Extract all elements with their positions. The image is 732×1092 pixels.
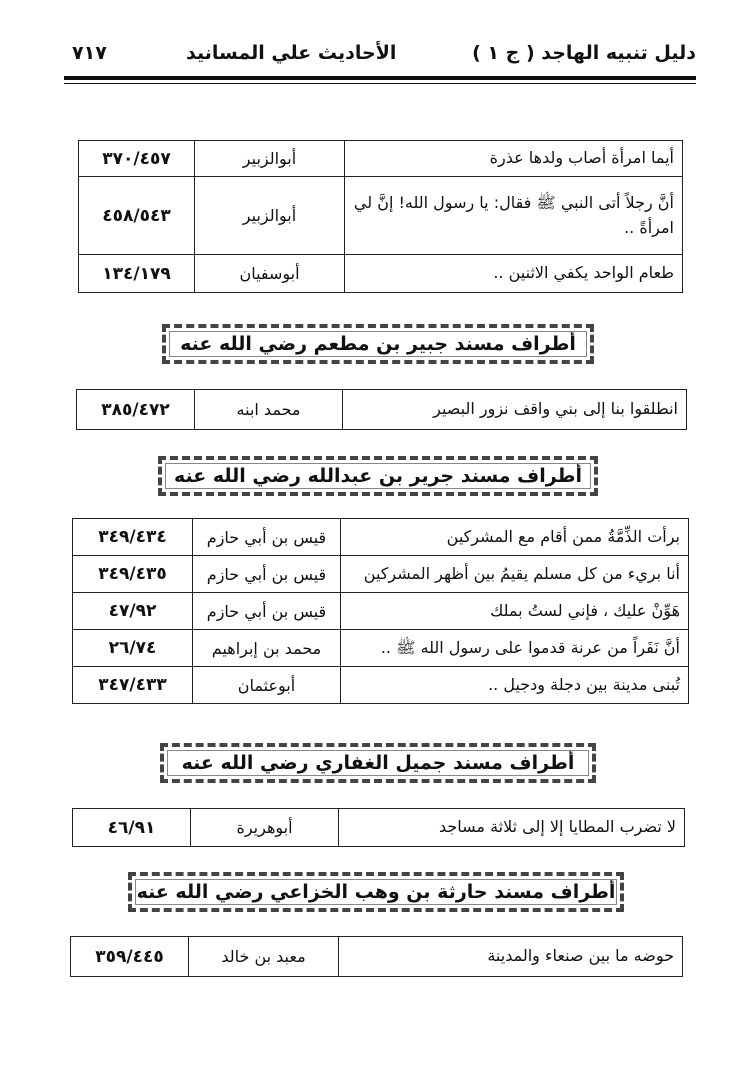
hadith-text: هَوِّنْ عليك ، فإني لستُ بملك xyxy=(341,593,689,630)
header-rule-thick xyxy=(64,76,696,80)
table-row xyxy=(73,667,689,704)
narrator: أبوعثمان xyxy=(193,667,341,704)
hadith-text: أنَّ نَفَراً من عرنة قدموا على رسول الله ﷺ .. xyxy=(341,630,689,667)
reference: ٤٧/٩٢ xyxy=(73,593,193,630)
hadith-text: برأت الذِّمَّةُ ممن أقام مع المشركين xyxy=(341,519,689,556)
hadith-text: أنَّ رجلاً أتى النبي ﷺ فقال: يا رسول الله! إنَّ لي امرأةً .. xyxy=(345,177,683,255)
table-row xyxy=(73,556,689,593)
table-row xyxy=(73,519,689,556)
hadith-table-3 xyxy=(72,518,689,704)
narrator: معبد بن خالد xyxy=(189,937,339,977)
narrator: أبوسفيان xyxy=(195,255,345,293)
hadith-text: لا تضرب المطايا إلا إلى ثلاثة مساجد xyxy=(339,809,685,847)
table-row xyxy=(73,809,685,847)
table-row xyxy=(79,255,683,293)
section-banner-jamil: أطراف مسند جميل الغفاري رضي الله عنه xyxy=(160,743,596,783)
reference: ٣٤٩/٤٣٤ xyxy=(73,519,193,556)
reference: ٣٧٠/٤٥٧ xyxy=(79,141,195,177)
section-banner-jubayr: أطراف مسند جبير بن مطعم رضي الله عنه xyxy=(162,324,594,364)
reference: ٣٤٩/٤٣٥ xyxy=(73,556,193,593)
table-row xyxy=(79,141,683,177)
reference: ٣٥٩/٤٤٥ xyxy=(71,937,189,977)
reference: ٣٤٧/٤٣٣ xyxy=(73,667,193,704)
hadith-text: انطلقوا بنا إلى بني واقف نزور البصير xyxy=(343,390,687,430)
section-banner-haritha: أطراف مسند حارثة بن وهب الخزاعي رضي الله عنه xyxy=(128,872,624,912)
table-row xyxy=(79,177,683,255)
reference: ٤٥٨/٥٤٣ xyxy=(79,177,195,255)
hadith-table-1 xyxy=(78,140,683,293)
section-banner-jarir: أطراف مسند جرير بن عبدالله رضي الله عنه xyxy=(158,456,598,496)
table-row xyxy=(73,593,689,630)
section-title: الأحاديث علي المسانيد xyxy=(186,42,397,64)
table-row xyxy=(77,390,687,430)
page-number: ٧١٧ xyxy=(72,42,107,64)
hadith-text: تُبنى مدينة بين دجلة ودجيل .. xyxy=(341,667,689,704)
book-title: دليل تنبيه الهاجد ( ج ١ ) xyxy=(472,42,696,64)
narrator: محمد بن إبراهيم xyxy=(193,630,341,667)
hadith-text: أنا بريء من كل مسلم يقيمُ بين أظهر المشركين xyxy=(341,556,689,593)
reference: ١٣٤/١٧٩ xyxy=(79,255,195,293)
narrator: أبوهريرة xyxy=(191,809,339,847)
hadith-table-2 xyxy=(76,389,687,430)
narrator: قيس بن أبي حازم xyxy=(193,556,341,593)
narrator: أبوالزبير xyxy=(195,141,345,177)
hadith-text: حوضه ما بين صنعاء والمدينة xyxy=(339,937,683,977)
narrator: قيس بن أبي حازم xyxy=(193,593,341,630)
page-header xyxy=(0,0,732,90)
narrator: محمد ابنه xyxy=(195,390,343,430)
table-row xyxy=(73,630,689,667)
reference: ٢٦/٧٤ xyxy=(73,630,193,667)
hadith-table-5 xyxy=(70,936,683,977)
narrator: قيس بن أبي حازم xyxy=(193,519,341,556)
hadith-text: أيما امرأة أصاب ولدها عذرة xyxy=(345,141,683,177)
reference: ٤٦/٩١ xyxy=(73,809,191,847)
header-rule-thin xyxy=(64,83,696,84)
hadith-table-4 xyxy=(72,808,685,847)
reference: ٣٨٥/٤٧٢ xyxy=(77,390,195,430)
hadith-text: طعام الواحد يكفي الاثنين .. xyxy=(345,255,683,293)
table-row xyxy=(71,937,683,977)
narrator: أبوالزبير xyxy=(195,177,345,255)
